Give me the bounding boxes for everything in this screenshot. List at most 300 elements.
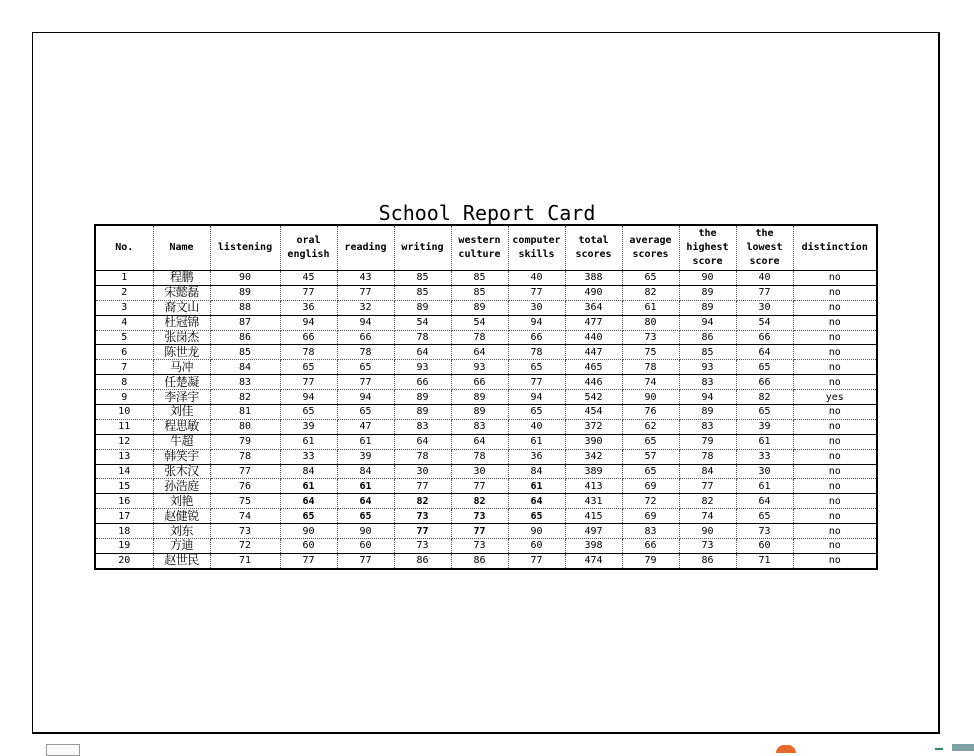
cell-oral: 61	[280, 479, 337, 494]
cell-name: 张岗杰	[153, 330, 210, 345]
cell-total: 389	[565, 464, 622, 479]
cell-name: 马冲	[153, 360, 210, 375]
cell-oral: 65	[280, 360, 337, 375]
cell-total: 454	[565, 405, 622, 420]
cell-highest: 77	[679, 479, 736, 494]
cell-reading: 94	[337, 315, 394, 330]
cell-highest: 86	[679, 330, 736, 345]
cell-oral: 90	[280, 524, 337, 539]
cell-listening: 74	[210, 509, 280, 524]
cell-total: 431	[565, 494, 622, 509]
cell-writing: 85	[394, 285, 451, 300]
cell-lowest: 71	[736, 553, 793, 568]
cell-reading: 60	[337, 539, 394, 554]
cell-highest: 94	[679, 315, 736, 330]
cell-no: 18	[95, 524, 153, 539]
cell-name: 韩笑宇	[153, 449, 210, 464]
table-row	[95, 405, 877, 420]
cell-name: 赵世民	[153, 553, 210, 568]
cell-writing: 54	[394, 315, 451, 330]
cell-lowest: 40	[736, 271, 793, 286]
table-row	[95, 285, 877, 300]
cell-computer: 77	[508, 285, 565, 300]
cell-lowest: 64	[736, 494, 793, 509]
cell-writing: 77	[394, 524, 451, 539]
table-row	[95, 345, 877, 360]
cell-oral: 64	[280, 494, 337, 509]
cell-reading: 61	[337, 479, 394, 494]
column-header: reading	[337, 225, 394, 271]
cell-distinction: no	[793, 434, 877, 449]
cell-no: 16	[95, 494, 153, 509]
column-header: computer skills	[508, 225, 565, 271]
cell-highest: 89	[679, 285, 736, 300]
cell-computer: 94	[508, 315, 565, 330]
cell-distinction: no	[793, 509, 877, 524]
cell-oral: 60	[280, 539, 337, 554]
cell-highest: 73	[679, 539, 736, 554]
cell-name: 任楚凝	[153, 375, 210, 390]
cell-no: 19	[95, 539, 153, 554]
cell-name: 宋懿磊	[153, 285, 210, 300]
cell-average: 69	[622, 479, 679, 494]
cell-no: 1	[95, 271, 153, 286]
column-header: writing	[394, 225, 451, 271]
cell-listening: 87	[210, 315, 280, 330]
table-row	[95, 375, 877, 390]
cell-reading: 65	[337, 405, 394, 420]
cell-average: 75	[622, 345, 679, 360]
table-row	[95, 330, 877, 345]
cell-lowest: 33	[736, 449, 793, 464]
cell-total: 474	[565, 553, 622, 568]
cell-no: 3	[95, 300, 153, 315]
cell-distinction: no	[793, 449, 877, 464]
cell-no: 17	[95, 509, 153, 524]
cell-distinction: no	[793, 553, 877, 568]
cell-listening: 80	[210, 419, 280, 434]
cell-listening: 82	[210, 390, 280, 405]
cell-highest: 82	[679, 494, 736, 509]
cell-name: 赵健锐	[153, 509, 210, 524]
cell-average: 78	[622, 360, 679, 375]
taskbar-thumbnail	[952, 744, 974, 751]
cell-writing: 73	[394, 509, 451, 524]
cell-highest: 90	[679, 271, 736, 286]
column-header: total scores	[565, 225, 622, 271]
cell-reading: 77	[337, 553, 394, 568]
cell-listening: 83	[210, 375, 280, 390]
cell-western: 86	[451, 553, 508, 568]
cell-computer: 65	[508, 360, 565, 375]
cell-distinction: no	[793, 360, 877, 375]
cell-name: 程鹏	[153, 271, 210, 286]
cell-total: 415	[565, 509, 622, 524]
cell-average: 57	[622, 449, 679, 464]
cell-writing: 89	[394, 390, 451, 405]
cell-oral: 33	[280, 449, 337, 464]
cell-highest: 78	[679, 449, 736, 464]
cell-no: 8	[95, 375, 153, 390]
cell-highest: 85	[679, 345, 736, 360]
cell-reading: 90	[337, 524, 394, 539]
cell-western: 85	[451, 285, 508, 300]
cell-computer: 78	[508, 345, 565, 360]
cell-average: 72	[622, 494, 679, 509]
cell-lowest: 60	[736, 539, 793, 554]
cell-name: 李泽宇	[153, 390, 210, 405]
cell-oral: 77	[280, 553, 337, 568]
cell-name: 陈世龙	[153, 345, 210, 360]
cell-no: 7	[95, 360, 153, 375]
cell-computer: 40	[508, 419, 565, 434]
cell-reading: 78	[337, 345, 394, 360]
cell-oral: 39	[280, 419, 337, 434]
cell-writing: 73	[394, 539, 451, 554]
cell-oral: 94	[280, 390, 337, 405]
cell-average: 80	[622, 315, 679, 330]
table-row	[95, 539, 877, 554]
cell-writing: 64	[394, 345, 451, 360]
cell-oral: 65	[280, 405, 337, 420]
cell-distinction: yes	[793, 390, 877, 405]
cell-writing: 83	[394, 419, 451, 434]
cell-listening: 86	[210, 330, 280, 345]
cell-computer: 90	[508, 524, 565, 539]
cell-reading: 77	[337, 285, 394, 300]
cell-highest: 83	[679, 375, 736, 390]
table-row	[95, 419, 877, 434]
cell-name: 刘艳	[153, 494, 210, 509]
table-row	[95, 390, 877, 405]
cell-lowest: 65	[736, 509, 793, 524]
cell-western: 83	[451, 419, 508, 434]
cell-writing: 78	[394, 330, 451, 345]
cell-no: 13	[95, 449, 153, 464]
cell-distinction: no	[793, 315, 877, 330]
cell-name: 裔文山	[153, 300, 210, 315]
cell-oral: 65	[280, 509, 337, 524]
cell-distinction: no	[793, 375, 877, 390]
cell-no: 14	[95, 464, 153, 479]
cell-lowest: 61	[736, 434, 793, 449]
cell-reading: 32	[337, 300, 394, 315]
cell-lowest: 39	[736, 419, 793, 434]
cell-computer: 64	[508, 494, 565, 509]
cell-lowest: 73	[736, 524, 793, 539]
cell-computer: 65	[508, 405, 565, 420]
minimize-icon	[935, 748, 943, 750]
table-row	[95, 553, 877, 568]
cell-distinction: no	[793, 524, 877, 539]
cell-western: 78	[451, 449, 508, 464]
cell-writing: 64	[394, 434, 451, 449]
report-title: School Report Card	[378, 201, 596, 225]
cell-listening: 85	[210, 345, 280, 360]
cell-lowest: 65	[736, 405, 793, 420]
cell-lowest: 65	[736, 360, 793, 375]
cell-writing: 78	[394, 449, 451, 464]
cell-western: 89	[451, 390, 508, 405]
table-row	[95, 479, 877, 494]
cell-computer: 84	[508, 464, 565, 479]
cell-average: 79	[622, 553, 679, 568]
cell-distinction: no	[793, 330, 877, 345]
cell-lowest: 54	[736, 315, 793, 330]
cell-distinction: no	[793, 271, 877, 286]
cell-reading: 65	[337, 360, 394, 375]
cell-computer: 65	[508, 509, 565, 524]
cell-lowest: 66	[736, 330, 793, 345]
cell-lowest: 64	[736, 345, 793, 360]
cell-reading: 47	[337, 419, 394, 434]
table-row	[95, 524, 877, 539]
cell-highest: 94	[679, 390, 736, 405]
cell-oral: 84	[280, 464, 337, 479]
app-logo-icon	[776, 745, 796, 753]
column-header: listening	[210, 225, 280, 271]
cell-total: 465	[565, 360, 622, 375]
cell-highest: 79	[679, 434, 736, 449]
table-row	[95, 271, 877, 286]
cell-average: 62	[622, 419, 679, 434]
cell-oral: 94	[280, 315, 337, 330]
cell-computer: 30	[508, 300, 565, 315]
cell-western: 64	[451, 434, 508, 449]
cell-distinction: no	[793, 419, 877, 434]
cell-name: 孙浩庭	[153, 479, 210, 494]
cell-total: 446	[565, 375, 622, 390]
cell-oral: 66	[280, 330, 337, 345]
cell-distinction: no	[793, 479, 877, 494]
cell-reading: 66	[337, 330, 394, 345]
cell-distinction: no	[793, 405, 877, 420]
status-bar-box	[46, 744, 80, 756]
table-row	[95, 315, 877, 330]
column-header: No.	[95, 225, 153, 271]
table-row	[95, 360, 877, 375]
cell-lowest: 66	[736, 375, 793, 390]
cell-average: 69	[622, 509, 679, 524]
cell-no: 9	[95, 390, 153, 405]
cell-highest: 90	[679, 524, 736, 539]
cell-computer: 61	[508, 434, 565, 449]
cell-reading: 61	[337, 434, 394, 449]
cell-total: 388	[565, 271, 622, 286]
cell-western: 73	[451, 509, 508, 524]
cell-average: 90	[622, 390, 679, 405]
cell-distinction: no	[793, 345, 877, 360]
cell-reading: 64	[337, 494, 394, 509]
cell-writing: 93	[394, 360, 451, 375]
cell-highest: 93	[679, 360, 736, 375]
cell-listening: 72	[210, 539, 280, 554]
cell-highest: 74	[679, 509, 736, 524]
cell-highest: 89	[679, 300, 736, 315]
column-header: distinction	[793, 225, 877, 271]
cell-total: 364	[565, 300, 622, 315]
table-row	[95, 300, 877, 315]
cell-distinction: no	[793, 539, 877, 554]
cell-average: 76	[622, 405, 679, 420]
cell-computer: 36	[508, 449, 565, 464]
table-row	[95, 449, 877, 464]
column-header: Name	[153, 225, 210, 271]
cell-average: 61	[622, 300, 679, 315]
cell-total: 542	[565, 390, 622, 405]
cell-reading: 84	[337, 464, 394, 479]
cell-computer: 40	[508, 271, 565, 286]
cell-computer: 94	[508, 390, 565, 405]
table-row	[95, 434, 877, 449]
cell-name: 刘东	[153, 524, 210, 539]
cell-distinction: no	[793, 285, 877, 300]
cell-writing: 77	[394, 479, 451, 494]
column-header: oral english	[280, 225, 337, 271]
cell-computer: 60	[508, 539, 565, 554]
table-row	[95, 509, 877, 524]
cell-average: 73	[622, 330, 679, 345]
column-header: western culture	[451, 225, 508, 271]
cell-no: 4	[95, 315, 153, 330]
cell-listening: 76	[210, 479, 280, 494]
cell-name: 刘佳	[153, 405, 210, 420]
cell-no: 6	[95, 345, 153, 360]
cell-highest: 86	[679, 553, 736, 568]
cell-no: 12	[95, 434, 153, 449]
cell-oral: 45	[280, 271, 337, 286]
cell-western: 78	[451, 330, 508, 345]
cell-average: 65	[622, 271, 679, 286]
cell-lowest: 30	[736, 300, 793, 315]
cell-no: 20	[95, 553, 153, 568]
cell-highest: 84	[679, 464, 736, 479]
cell-listening: 73	[210, 524, 280, 539]
table-header-row	[95, 225, 877, 271]
cell-writing: 66	[394, 375, 451, 390]
cell-lowest: 82	[736, 390, 793, 405]
cell-no: 10	[95, 405, 153, 420]
cell-writing: 30	[394, 464, 451, 479]
cell-name: 杜冠锦	[153, 315, 210, 330]
cell-highest: 89	[679, 405, 736, 420]
cell-listening: 77	[210, 464, 280, 479]
cell-average: 66	[622, 539, 679, 554]
cell-total: 342	[565, 449, 622, 464]
cell-reading: 65	[337, 509, 394, 524]
cell-western: 89	[451, 300, 508, 315]
cell-western: 30	[451, 464, 508, 479]
table-body	[95, 271, 877, 569]
cell-listening: 88	[210, 300, 280, 315]
cell-average: 74	[622, 375, 679, 390]
cell-western: 89	[451, 405, 508, 420]
cell-listening: 78	[210, 449, 280, 464]
cell-western: 54	[451, 315, 508, 330]
cell-average: 82	[622, 285, 679, 300]
cell-lowest: 77	[736, 285, 793, 300]
cell-listening: 71	[210, 553, 280, 568]
cell-computer: 77	[508, 375, 565, 390]
cell-western: 66	[451, 375, 508, 390]
cell-distinction: no	[793, 300, 877, 315]
cell-western: 73	[451, 539, 508, 554]
cell-name: 程思敏	[153, 419, 210, 434]
cell-western: 64	[451, 345, 508, 360]
cell-total: 497	[565, 524, 622, 539]
cell-no: 15	[95, 479, 153, 494]
cell-lowest: 61	[736, 479, 793, 494]
cell-no: 11	[95, 419, 153, 434]
cell-reading: 77	[337, 375, 394, 390]
cell-listening: 84	[210, 360, 280, 375]
cell-reading: 39	[337, 449, 394, 464]
cell-reading: 94	[337, 390, 394, 405]
cell-average: 65	[622, 434, 679, 449]
cell-total: 477	[565, 315, 622, 330]
cell-listening: 79	[210, 434, 280, 449]
cell-writing: 85	[394, 271, 451, 286]
cell-average: 65	[622, 464, 679, 479]
cell-no: 2	[95, 285, 153, 300]
cell-average: 83	[622, 524, 679, 539]
cell-highest: 83	[679, 419, 736, 434]
cell-western: 82	[451, 494, 508, 509]
cell-computer: 77	[508, 553, 565, 568]
cell-total: 447	[565, 345, 622, 360]
cell-distinction: no	[793, 464, 877, 479]
cell-name: 牛超	[153, 434, 210, 449]
cell-total: 413	[565, 479, 622, 494]
cell-total: 440	[565, 330, 622, 345]
cell-writing: 89	[394, 405, 451, 420]
cell-no: 5	[95, 330, 153, 345]
column-header: the lowest score	[736, 225, 793, 271]
cell-writing: 82	[394, 494, 451, 509]
cell-total: 398	[565, 539, 622, 554]
cell-listening: 81	[210, 405, 280, 420]
cell-reading: 43	[337, 271, 394, 286]
cell-western: 93	[451, 360, 508, 375]
cell-listening: 89	[210, 285, 280, 300]
report-card-table	[94, 224, 878, 570]
cell-writing: 86	[394, 553, 451, 568]
cell-distinction: no	[793, 494, 877, 509]
cell-oral: 78	[280, 345, 337, 360]
cell-oral: 77	[280, 375, 337, 390]
cell-oral: 36	[280, 300, 337, 315]
cell-name: 张木汉	[153, 464, 210, 479]
cell-western: 77	[451, 479, 508, 494]
cell-oral: 61	[280, 434, 337, 449]
column-header: the highest score	[679, 225, 736, 271]
cell-western: 85	[451, 271, 508, 286]
cell-oral: 77	[280, 285, 337, 300]
cell-listening: 90	[210, 271, 280, 286]
cell-writing: 89	[394, 300, 451, 315]
cell-total: 390	[565, 434, 622, 449]
cell-listening: 75	[210, 494, 280, 509]
cell-name: 方迪	[153, 539, 210, 554]
table-row	[95, 494, 877, 509]
cell-western: 77	[451, 524, 508, 539]
cell-computer: 61	[508, 479, 565, 494]
cell-lowest: 30	[736, 464, 793, 479]
cell-total: 372	[565, 419, 622, 434]
column-header: average scores	[622, 225, 679, 271]
table-row	[95, 464, 877, 479]
cell-total: 490	[565, 285, 622, 300]
